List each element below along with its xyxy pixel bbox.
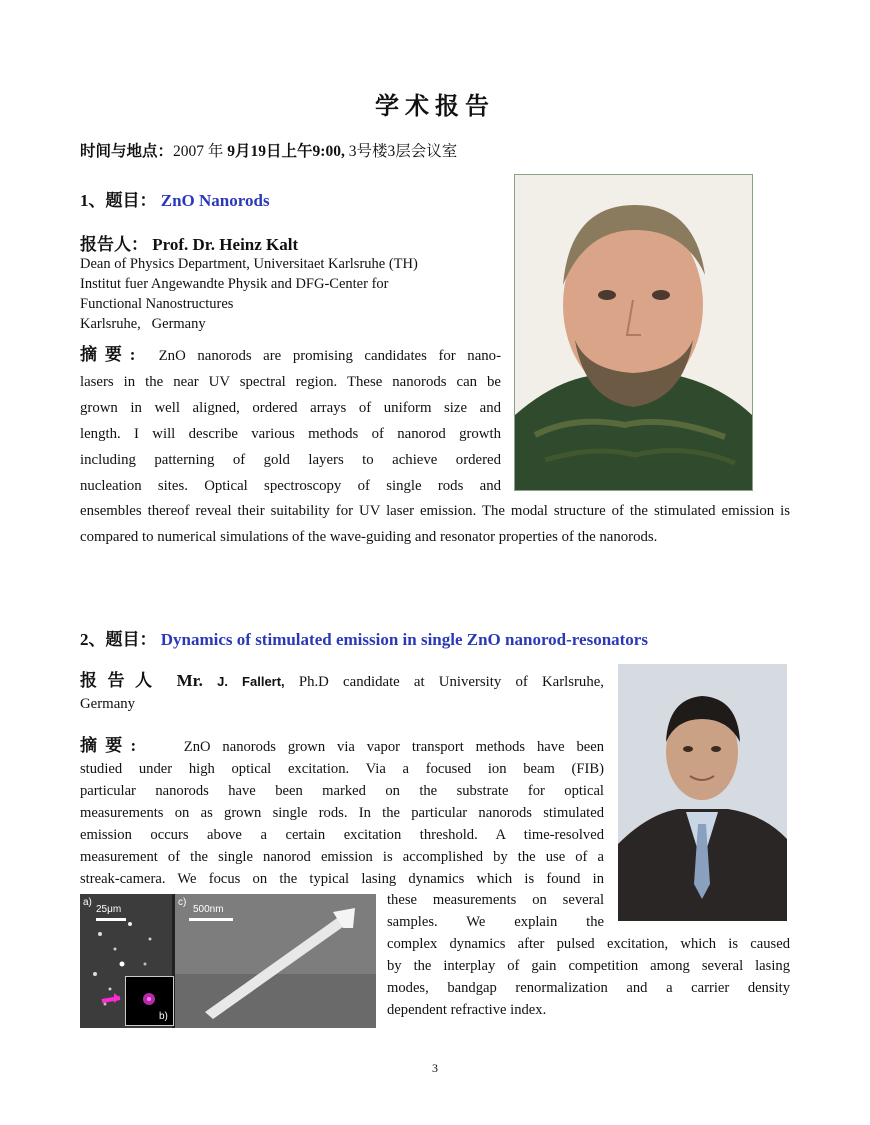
speaker2-photo	[618, 664, 787, 921]
panel-c-scale-bar	[189, 918, 233, 921]
abstract-line	[80, 735, 604, 758]
abstract-text: ZnO nanorods grown via vapor transport methods have been	[183, 739, 605, 755]
year-char: 年	[207, 143, 224, 160]
abstract-line: studied under high optical excitation. Via a focused ion beam (FIB)	[80, 761, 604, 777]
sem-figure	[80, 894, 376, 1028]
sem-panel-a	[80, 894, 172, 1028]
abstract-line: including patterning of gold layers to achieve ordered	[80, 452, 501, 468]
panel-c-label: c)	[178, 897, 187, 908]
panel-b-label: b)	[159, 1011, 168, 1022]
abstract-line: streak-camera. We focus on the typical lasing dynamics which is found in	[80, 871, 604, 887]
talk2-speaker-desc: Ph.D candidate at University of Karlsruhe,	[298, 674, 604, 690]
affiliation-line: Institut fuer Angewandte Physik and DFG-Center for	[80, 276, 389, 292]
year: 2007	[173, 143, 205, 160]
abstract-text: ZnO nanorods are promising candidates for nano-	[158, 348, 502, 364]
talk1-topic-heading	[80, 186, 270, 211]
abstract-line: lasers in the near UV spectral region. These nanorods can be	[80, 374, 501, 390]
panel-a-label: a)	[83, 897, 92, 908]
talk1-speaker-line	[80, 230, 298, 255]
time-place-label: 时间与地点：	[80, 143, 174, 160]
abstract-line: these measurements on several	[387, 892, 604, 908]
talk2-speaker-title: Mr.	[176, 671, 203, 690]
abstract-line: emission occurs above a certain excitation threshold. A time-resolved	[80, 827, 604, 843]
panel-c-scale-label: 500nm	[193, 904, 224, 915]
talk2-speaker-desc2: Germany	[80, 696, 136, 712]
abstract-line: complex dynamics after pulsed excitation, which is caused	[387, 936, 790, 952]
talk2-speaker-label: 报告人	[80, 671, 163, 690]
talk2-topic-heading	[80, 625, 648, 650]
affiliation-line: Karlsruhe, Germany	[80, 316, 206, 332]
abstract-line	[80, 342, 501, 369]
place: 3号楼3层会议室	[348, 143, 458, 160]
talk2-topic: Dynamics of stimulated emission in single ZnO nanorod-resonators	[160, 630, 648, 649]
talk2-abstract-right-long	[387, 933, 790, 1021]
time-place-line	[80, 139, 457, 161]
talk2-abstract-right-short	[387, 889, 604, 933]
talk1-abstract-top	[80, 342, 501, 499]
talk2-speaker: J. Fallert,	[217, 674, 285, 689]
affiliation-line: Dean of Physics Department, Universitaet Karlsruhe (TH)	[80, 256, 418, 272]
talk1-abstract-label: 摘要:	[80, 345, 136, 364]
talk2-topic-label: 2、题目：	[80, 630, 157, 649]
abstract-line: samples. We explain the	[387, 914, 604, 930]
panel-a-scale-bar	[96, 918, 126, 921]
abstract-line: nucleation sites. Optical spectroscopy of single rods and	[80, 478, 501, 494]
sem-panel-b	[125, 976, 174, 1026]
talk2-abstract-label: 摘要:	[80, 736, 137, 755]
abstract-line: dependent refractive index.	[387, 1002, 547, 1018]
page-number: 3	[432, 1061, 438, 1075]
talk1-abstract-rest: ensembles thereof reveal their suitability for UV laser emission. The modal structure of the stimulated emission is compared to numerical simulations of the wave-guiding and resonator properties of the nanorods.	[80, 503, 790, 545]
talk2-abstract	[80, 735, 604, 890]
abstract-line: modes, bandgap renormalization and a carrier density	[387, 980, 790, 996]
abstract-line: particular nanorods have been marked on the substrate for optical	[80, 783, 604, 799]
talk1-speaker: Prof. Dr. Heinz Kalt	[152, 235, 299, 254]
talk1-affiliation	[80, 254, 418, 334]
talk1-topic: ZnO Nanorods	[160, 191, 270, 210]
talk1-topic-label: 1、题目：	[80, 191, 157, 210]
abstract-line: by the interplay of gain competition among several lasing	[387, 958, 790, 974]
affiliation-line: Functional Nanostructures	[80, 296, 234, 312]
talk2-speaker-block	[80, 670, 604, 715]
talk2-speaker-line	[80, 670, 604, 693]
abstract-line: measurement of the single nanorod emission is accomplished by the use of a	[80, 849, 604, 865]
abstract-line: measurements on as grown single rods. In the particular nanorods stimulated	[80, 805, 604, 821]
panel-a-scale-label: 25μm	[96, 904, 122, 915]
abstract-line: grown in well aligned, ordered arrays of uniform size and	[80, 400, 501, 416]
sem-panel-c	[175, 894, 376, 1028]
speaker1-photo	[514, 174, 753, 491]
abstract-line: length. I will describe various methods of nanorod growth	[80, 426, 501, 442]
talk1-speaker-label: 报告人：	[80, 235, 148, 254]
page-title: 学术报告	[375, 94, 495, 120]
date-time: 9月19日上午9:00,	[227, 143, 345, 160]
